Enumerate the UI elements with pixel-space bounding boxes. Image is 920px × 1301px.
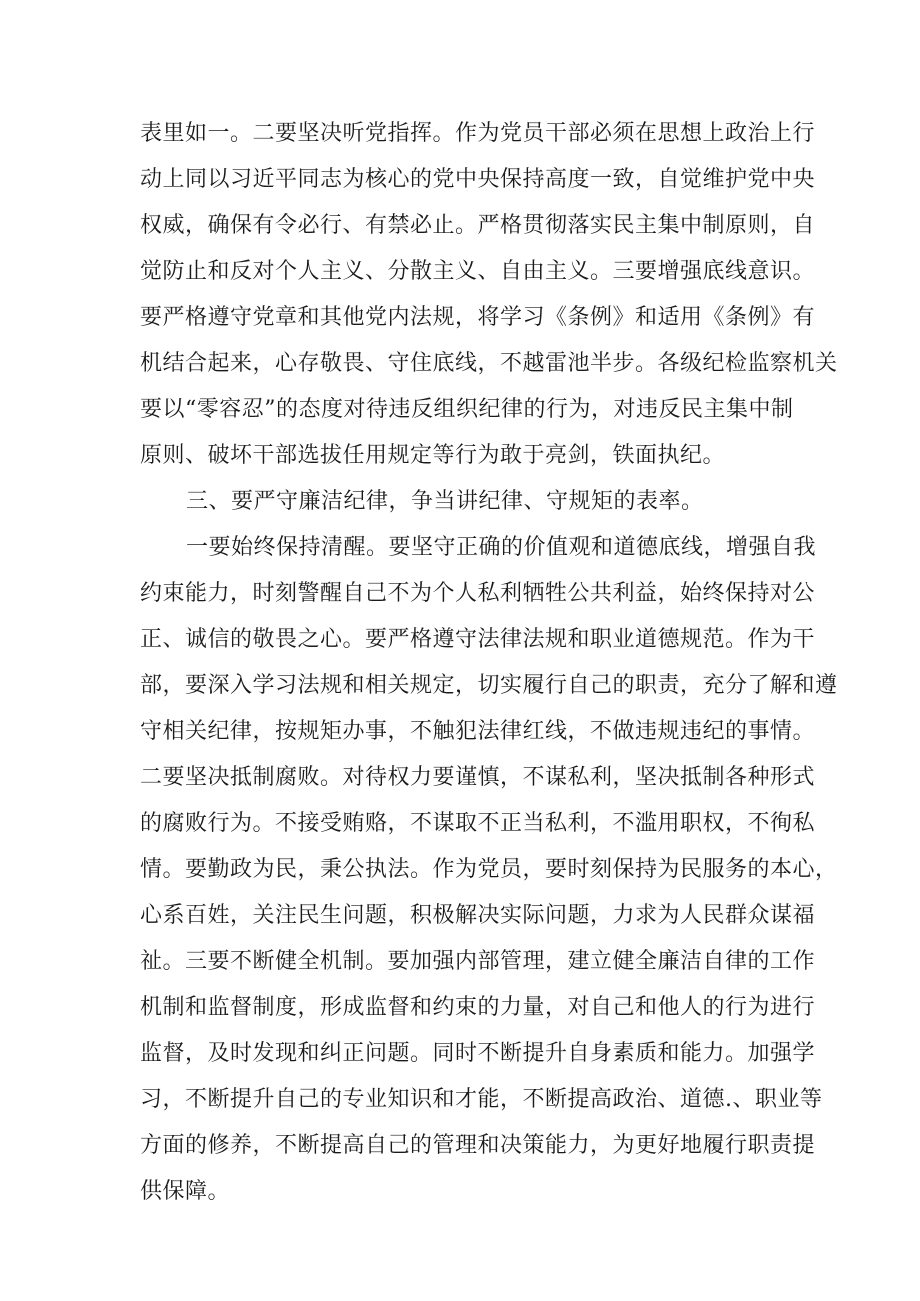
text-line: 守相关纪律，按规矩办事，不触犯法律红线，不做违规违纪的事情。 xyxy=(140,719,816,744)
text-line: 二要坚决抵制腐败。对待权力要谨慎，不谋私利，坚决抵制各种形式 xyxy=(140,765,816,790)
text-line: 心系百姓，关注民生问题，积极解决实际问题，力求为人民群众谋福 xyxy=(140,903,816,928)
section-heading: 三、要严守廉洁纪律，争当讲纪律、守规矩的表率。 xyxy=(186,489,704,514)
paragraph-first-line: 一要始终保持清醒。要坚守正确的价值观和道德底线，增强自我 xyxy=(186,535,817,560)
text-line: 约束能力，时刻警醒自己不为个人私利牺牲公共利益，始终保持对公 xyxy=(140,581,816,606)
text-line: 祉。三要不断健全机制。要加强内部管理，建立健全廉洁自律的工作 xyxy=(140,949,816,974)
text-line: 机制和监督制度，形成监督和约束的力量，对自己和他人的行为进行 xyxy=(140,995,816,1020)
text-line: 觉防止和反对个人主义、分散主义、自由主义。三要增强底线意识。 xyxy=(140,259,816,284)
text-line: 部，要深入学习法规和相关规定，切实履行自己的职责，充分了解和遵 xyxy=(140,673,838,698)
text-line: 原则、破坏干部选拔任用规定等行为敢于亮剑，铁面执纪。 xyxy=(140,443,726,468)
text-line: 习，不断提升自己的专业知识和才能，不断提高政治、道德.、职业等 xyxy=(140,1087,823,1112)
text-line: 动上同以习近平同志为核心的党中央保持高度一致，自觉维护党中央 xyxy=(140,167,816,192)
text-line: 要以“零容忍”的态度对待违反组织纪律的行为，对违反民主集中制 xyxy=(140,397,794,422)
text-line: 监督，及时发现和纠正问题。同时不断提升自身素质和能力。加强学 xyxy=(140,1041,816,1066)
text-line: 的腐败行为。不接受贿赂，不谋取不正当私利，不滥用职权，不徇私 xyxy=(140,811,816,836)
text-line: 权威，确保有令必行、有禁必止。严格贯彻落实民主集中制原则，自 xyxy=(140,213,816,238)
text-line: 正、诚信的敬畏之心。要严格遵守法律法规和职业道德规范。作为干 xyxy=(140,627,816,652)
text-line: 方面的修养，不断提高自己的管理和决策能力，为更好地履行职责提 xyxy=(140,1133,816,1158)
text-line: 机结合起来，心存敬畏、守住底线，不越雷池半步。各级纪检监察机关 xyxy=(140,351,838,376)
text-line: 要严格遵守党章和其他党内法规，将学习《条例》和适用《条例》有 xyxy=(140,305,816,330)
text-line: 供保障。 xyxy=(140,1179,231,1204)
text-line: 表里如一。二要坚决听党指挥。作为党员干部必须在思想上政治上行 xyxy=(140,121,816,146)
text-line: 情。要勤政为民，秉公执法。作为党员，要时刻保持为民服务的本心， xyxy=(140,857,838,882)
